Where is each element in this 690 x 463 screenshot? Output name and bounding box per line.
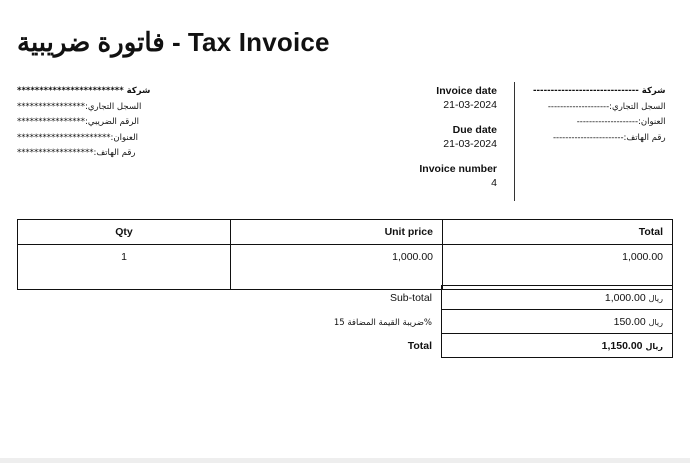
seller-vat-number: الرقم الضريبي:**************** xyxy=(17,117,139,127)
vat-amount-cell xyxy=(442,310,673,334)
invoice-meta xyxy=(419,84,497,201)
page-title: فاتورة ضريبية - Tax Invoice xyxy=(17,27,330,57)
buyer-phone: رقم الهاتف:----------------------- xyxy=(552,132,666,143)
table-header-row xyxy=(18,220,673,245)
subtotal-row xyxy=(17,286,673,310)
due-date-label: Due date xyxy=(452,124,497,136)
subtotal-currency: ريال xyxy=(648,293,663,303)
total-header: Total xyxy=(443,220,673,245)
vat-label-cell xyxy=(17,310,442,334)
seller-cr: السجل التجاري:**************** xyxy=(17,101,142,112)
buyer-info xyxy=(533,84,666,146)
invoice-number-label: Invoice number xyxy=(419,163,497,175)
vat-currency: ريال xyxy=(648,317,663,327)
seller-phone: رقم الهاتف:****************** xyxy=(17,148,136,158)
invoice-number: 4 xyxy=(491,177,497,189)
subtotal-amount: 1,000.00 xyxy=(604,291,646,304)
row-unit-price: 1,000.00 xyxy=(231,245,443,290)
subtotal-label: Sub-total xyxy=(389,291,432,304)
vat-label: ضريبة القيمة المضافة 15% xyxy=(333,317,432,328)
total-currency: ريال xyxy=(645,341,663,351)
seller-company: شركة ************************ xyxy=(17,86,151,96)
invoice-date: 21-03-2024 xyxy=(443,99,497,111)
seller-info xyxy=(17,84,150,162)
seller-address: العنوان:********************** xyxy=(17,132,138,143)
total-amount-cell xyxy=(442,334,673,358)
summary-table xyxy=(17,285,673,358)
vat-row xyxy=(17,310,673,334)
bottom-edge xyxy=(0,458,690,463)
total-amount: 1,150.00 xyxy=(601,339,643,352)
subtotal-amount-cell xyxy=(442,286,673,310)
buyer-company: شركة ------------------------------ xyxy=(533,86,666,96)
row-total: 1,000.00 xyxy=(443,245,673,290)
total-label: Total xyxy=(407,339,432,352)
table-row xyxy=(18,245,673,290)
unit-price-header: Unit price xyxy=(231,220,443,245)
total-row xyxy=(17,334,673,358)
due-date: 21-03-2024 xyxy=(443,138,497,150)
divider xyxy=(514,82,515,201)
buyer-address: العنوان:-------------------- xyxy=(576,117,666,127)
qty-header: Qty xyxy=(18,220,231,245)
vat-amount: 150.00 xyxy=(613,315,646,328)
buyer-cr: السجل التجاري:-------------------- xyxy=(547,101,666,112)
row-qty: 1 xyxy=(18,245,231,290)
invoice-date-label: Invoice date xyxy=(436,85,497,97)
items-table xyxy=(17,219,673,290)
